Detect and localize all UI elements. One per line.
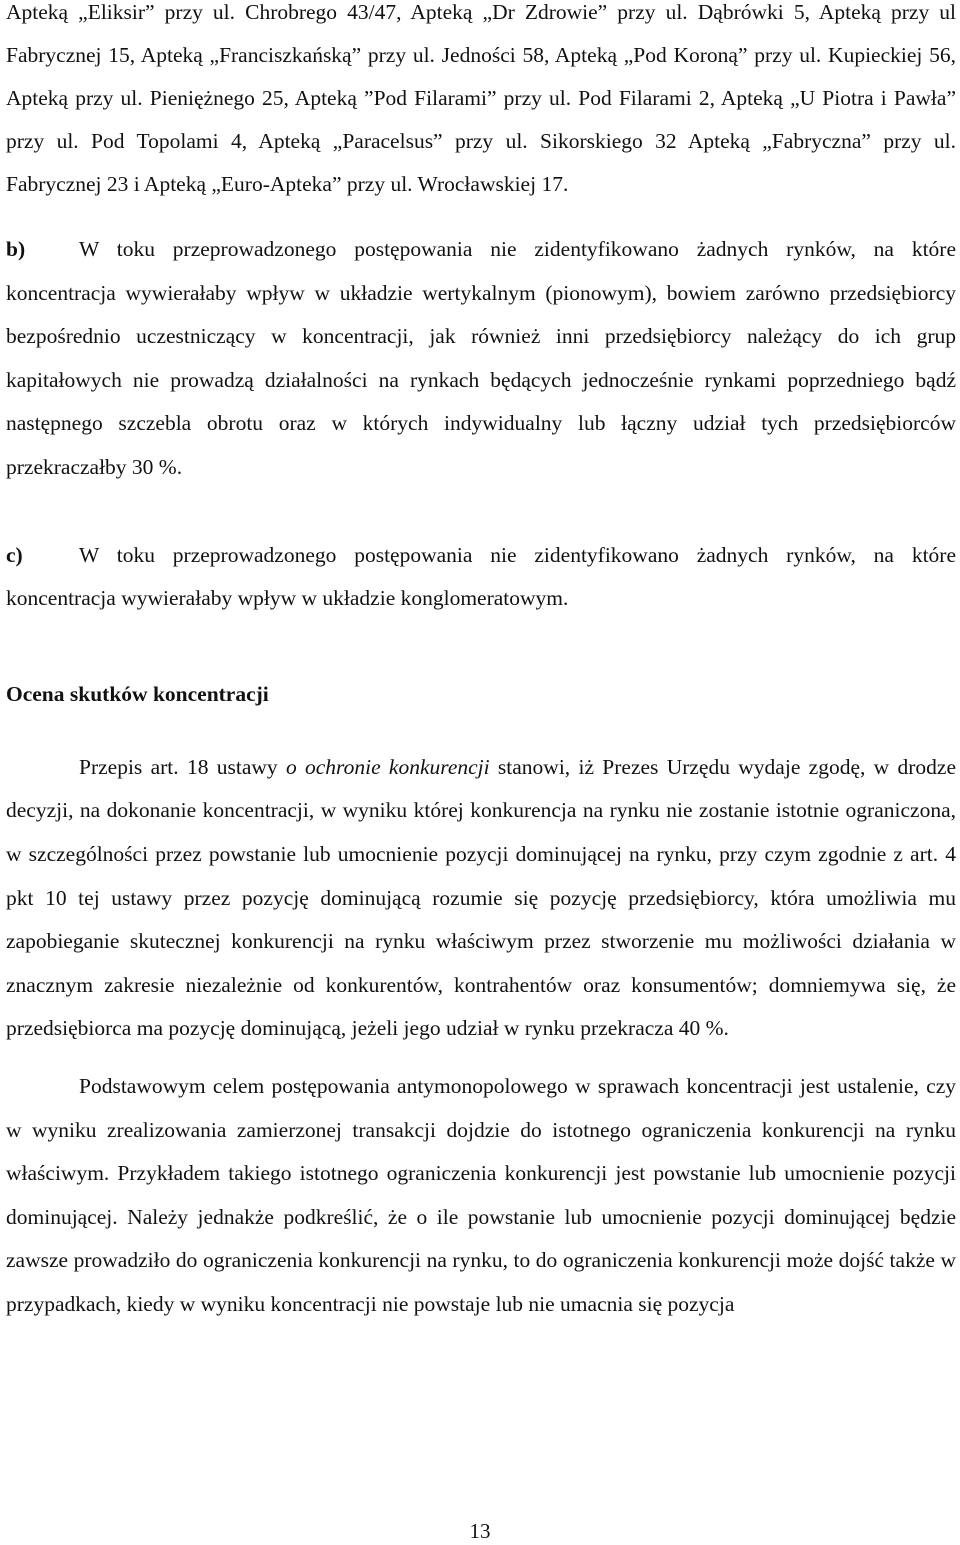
list-marker-b: b)	[6, 237, 26, 261]
paragraph-1-rest: stanowi, iż Prezes Urzędu wydaje zgodę, w drodze decyzji, na dokonanie koncentracji, w wyniku której konkurencja na rynku nie zostanie istotnie ograniczona, w szczególności przez powstanie lub umocnienie pozycji dominującej na rynku, przy czym zgodnie z art. 4 pkt 10 tej ustawy przez pozycję dominującą rozumie się pozycję przedsiębiorcy, która umożliwia mu zapobieganie skutecznej konkurencji na rynku właściwym przez stworzenie mu możliwości działania w znacznym zakresie niezależnie od konkurentów, kontrahentów oraz konsumentów; domniemywa się, że przedsiębiorca ma pozycję dominującą, jeżeli jego udział w rynku przekracza 40 %.	[6, 754, 956, 1041]
paragraph-legal-basis	[6, 746, 956, 1051]
paragraph-1-start: Przepis art. 18 ustawy	[79, 754, 286, 779]
document-page	[6, 0, 956, 1326]
list-marker-c: c)	[6, 542, 23, 567]
list-item-b	[6, 228, 956, 490]
paragraph-purpose: Podstawowym celem postępowania antymonopolowego w sprawach koncentracji jest ustalenie, czy w wyniku zrealizowania zamierzonej transakcji dojdzie do istotnego ograniczenia konkurencji na rynku właściwym. Przykładem takiego istotnego ograniczenia konkurencji jest powstanie lub umocnienie pozycji dominującej. Należy jednakże podkreślić, że o ile powstanie lub umocnienie pozycji dominującej będzie zawsze prowadziło do ograniczenia konkurencji na rynku, to do ograniczenia konkurencji może dojść także w przypadkach, kiedy w wyniku koncentracji nie powstaje lub nie umacnia się pozycja	[6, 1073, 956, 1316]
continuation-paragraph: Apteką „Eliksir” przy ul. Chrobrego 43/47, Apteką „Dr Zdrowie” przy ul. Dąbrówki 5, Apteką przy ul Fabrycznej 15, Apteką „Franciszkańską” przy ul. Jedności 58, Apteką „Pod Koroną” przy ul. Kupieckiej 56, Apteką przy ul. Pieniężnego 25, Apteką ”Pod Filarami” przy ul. Pod Filarami 2, Apteką „U Piotra i Pawła” przy ul. Pod Topolami 4, Apteką „Paracelsus” przy ul. Sikorskiego 32 Apteką „Fabryczna” przy ul. Fabrycznej 23 i Apteką „Euro-Apteka” przy ul. Wrocławskiej 17.	[6, 0, 956, 196]
list-item-b-text: W toku przeprowadzonego postępowania nie zidentyfikowano żadnych rynków, na które koncentracja wywierałaby wpływ w układzie wertykalnym (pionowym), bowiem zarówno przedsiębiorcy bezpośrednio uczestniczący w koncentracji, jak również inni przedsiębiorcy należący do ich grup kapitałowych nie prowadzą działalności na rynkach będących jednocześnie rynkami poprzedniego bądź następnego szczebla obrotu oraz w których indywidualny lub łączny udział tych przedsiębiorców przekraczałby 30 %.	[6, 237, 956, 479]
section-heading: Ocena skutków koncentracji	[6, 681, 269, 706]
list-item-c	[6, 534, 956, 621]
page-number: 13	[469, 1519, 491, 1543]
list-item-c-text: W toku przeprowadzonego postępowania nie zidentyfikowano żadnych rynków, na które koncentracja wywierałaby wpływ w układzie konglomeratowym.	[6, 542, 956, 611]
statute-title: o ochronie konkurencji	[285, 754, 490, 779]
